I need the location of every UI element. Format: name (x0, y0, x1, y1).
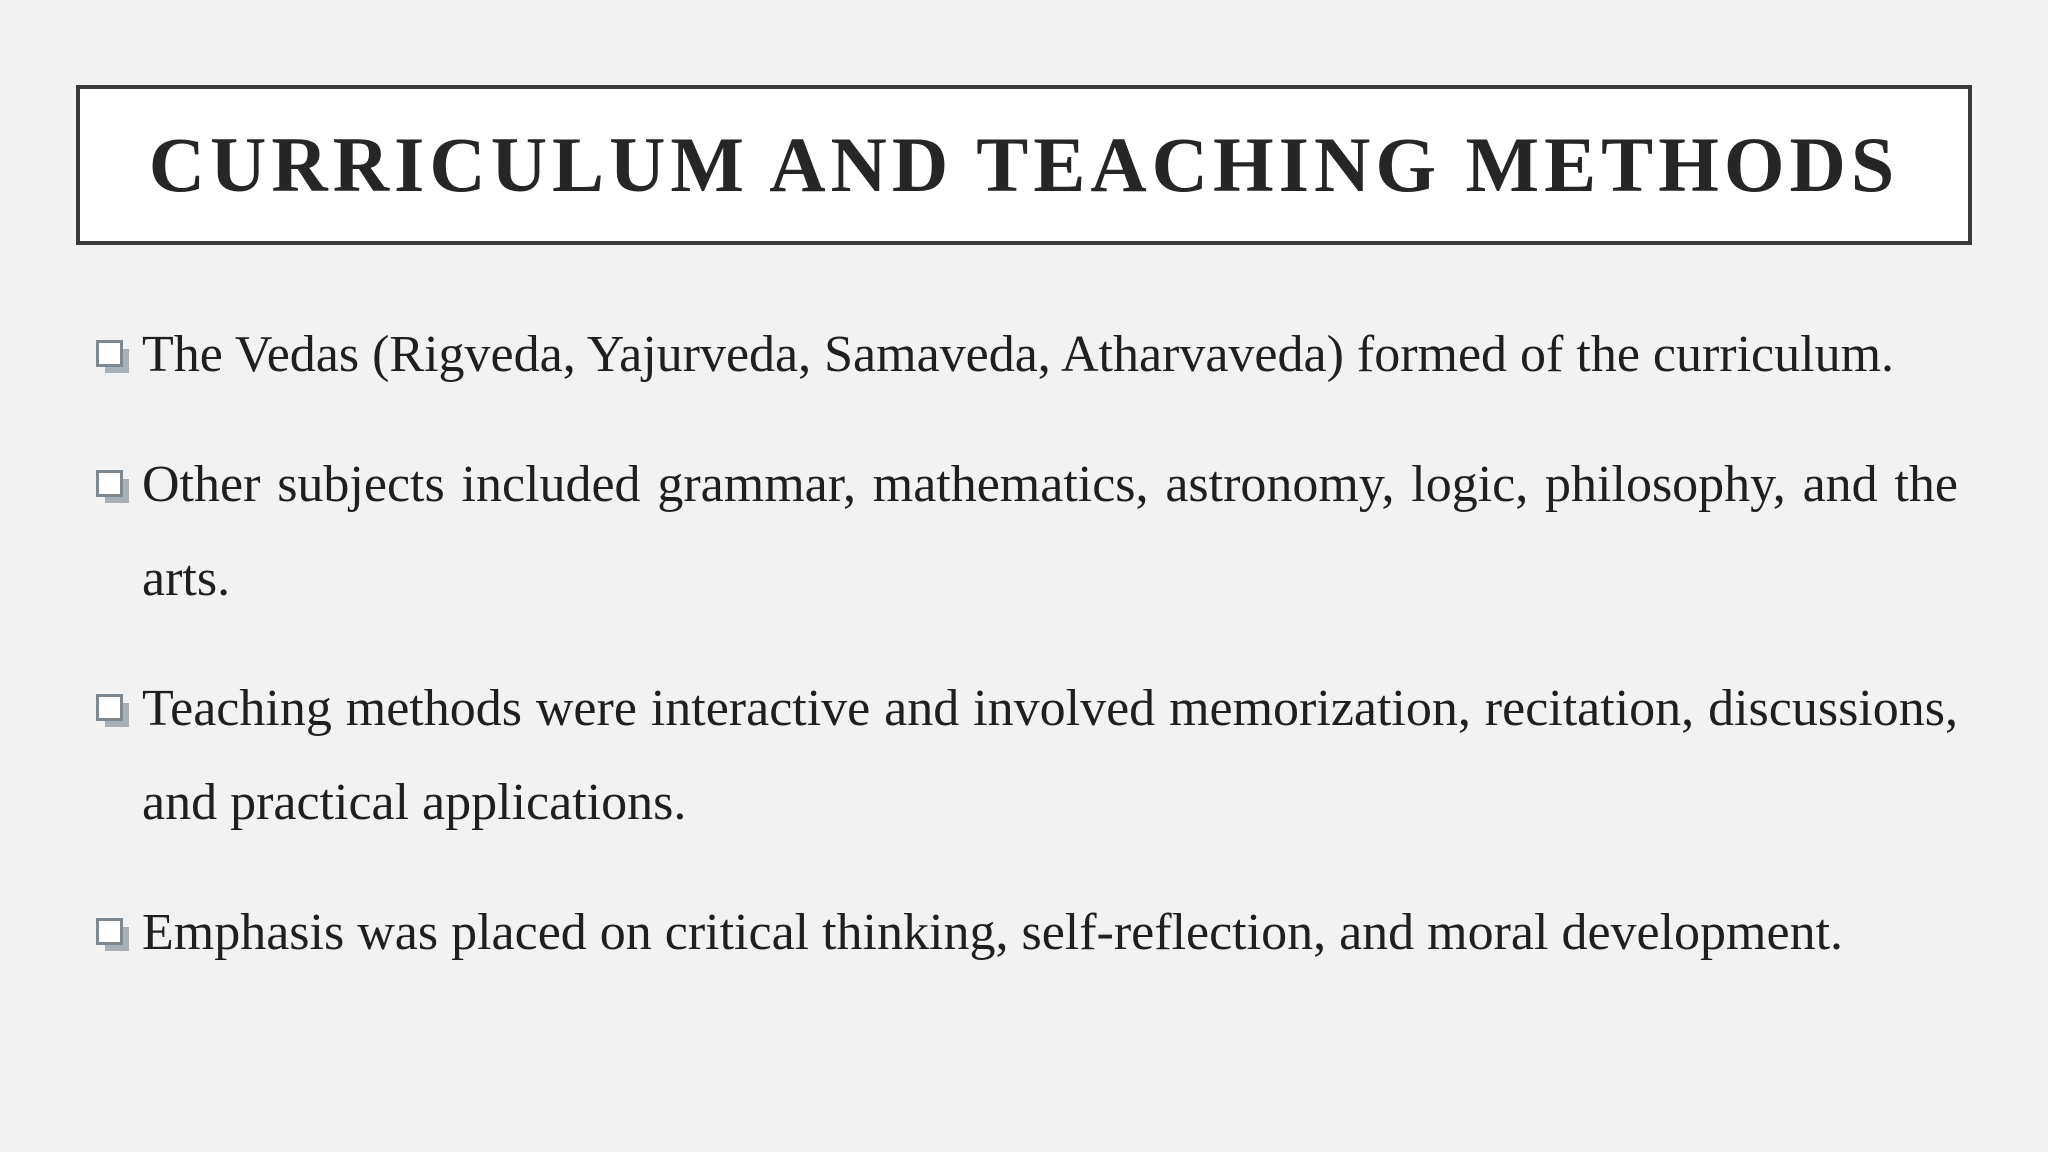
slide-title: CURRICULUM AND TEACHING METHODS (148, 121, 1900, 208)
hollow-square-bullet-icon (96, 470, 130, 504)
bullet-item (96, 308, 1958, 402)
hollow-square-bullet-icon (96, 694, 130, 728)
bullet-text: Teaching methods were interactive and involved memorization, recitation, discussions, and practical applications. (142, 680, 1958, 831)
bullet-text: Other subjects included grammar, mathematics, astronomy, logic, philosophy, and the arts. (142, 456, 1958, 607)
bullet-item (96, 886, 1958, 980)
bullet-item (96, 438, 1958, 626)
bullet-list (96, 308, 1958, 1016)
bullet-item (96, 662, 1958, 850)
hollow-square-bullet-icon (96, 918, 130, 952)
hollow-square-bullet-icon (96, 340, 130, 374)
bullet-text: The Vedas (Rigveda, Yajurveda, Samaveda, Atharvaveda) formed of the curriculum. (142, 326, 1895, 383)
title-box (76, 85, 1972, 245)
bullet-text: Emphasis was placed on critical thinking, self-reflection, and moral development. (142, 904, 1844, 961)
